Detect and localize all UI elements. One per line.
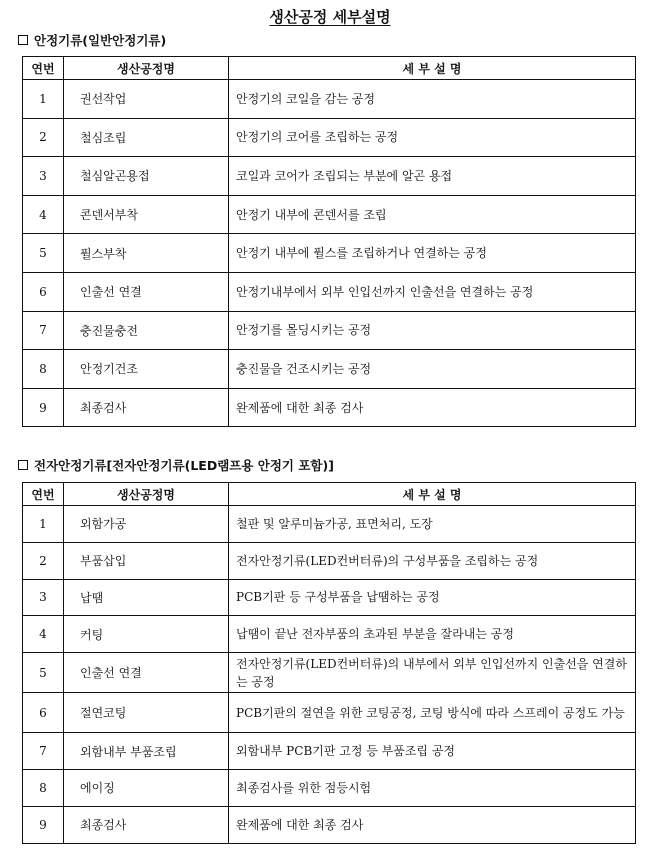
column-header-desc: 세 부 설 명 xyxy=(229,57,636,80)
table-row xyxy=(23,769,636,806)
row-desc: 코일과 코어가 조립되는 부분에 알곤 용접 xyxy=(229,157,636,196)
section-heading-2 xyxy=(18,456,334,474)
row-desc: 외함내부 PCB기판 고정 등 부품조립 공정 xyxy=(229,733,636,770)
row-name: 안정기건조 xyxy=(64,350,229,389)
row-no: 8 xyxy=(23,350,64,389)
row-desc: 안정기의 코어를 조립하는 공정 xyxy=(229,118,636,157)
table-header-row xyxy=(23,483,636,506)
row-no: 7 xyxy=(23,733,64,770)
process-table-1 xyxy=(22,56,636,427)
column-header-no: 연번 xyxy=(23,483,64,506)
row-desc: 철판 및 알루미늄가공, 표면처리, 도장 xyxy=(229,506,636,543)
row-desc: 안정기의 코일을 감는 공정 xyxy=(229,80,636,119)
table-row xyxy=(23,579,636,616)
row-name: 절연코팅 xyxy=(64,693,229,733)
row-name: 퓔스부착 xyxy=(64,234,229,273)
row-name: 최종검사 xyxy=(64,806,229,843)
section-heading-2-text: 전자안정기류[전자안정기류(LED램프용 안정기 포함)] xyxy=(34,458,334,473)
column-header-desc: 세 부 설 명 xyxy=(229,483,636,506)
row-no: 8 xyxy=(23,769,64,806)
row-desc: 최종검사를 위한 점등시험 xyxy=(229,769,636,806)
row-desc: 안정기내부에서 외부 인입선까지 인출선을 연결하는 공정 xyxy=(229,272,636,311)
row-desc: 완제품에 대한 최종 검사 xyxy=(229,806,636,843)
row-name: 권선작업 xyxy=(64,80,229,119)
row-name: 부품삽입 xyxy=(64,542,229,579)
row-name: 인출선 연결 xyxy=(64,272,229,311)
checkbox-square-icon xyxy=(18,35,28,45)
page-title: 생산공정 세부설명 xyxy=(269,8,391,26)
column-header-name: 생산공정명 xyxy=(64,57,229,80)
row-no: 6 xyxy=(23,272,64,311)
row-desc: 안정기 내부에 퓔스를 조립하거나 연결하는 공정 xyxy=(229,234,636,273)
row-desc: PCB기판 등 구성부품을 납땜하는 공정 xyxy=(229,579,636,616)
table-row xyxy=(23,234,636,273)
section-heading-1 xyxy=(18,31,166,49)
row-desc: 충진물을 건조시키는 공정 xyxy=(229,350,636,389)
row-desc: 안정기를 몰딩시키는 공정 xyxy=(229,311,636,350)
section-heading-1-text: 안정기류(일반안정기류) xyxy=(34,33,167,48)
table-row xyxy=(23,542,636,579)
table-row xyxy=(23,350,636,389)
table-row xyxy=(23,272,636,311)
row-no: 5 xyxy=(23,234,64,273)
row-name: 납땜 xyxy=(64,579,229,616)
row-name: 인출선 연결 xyxy=(64,653,229,693)
row-name: 콘덴서부착 xyxy=(64,195,229,234)
row-no: 9 xyxy=(23,806,64,843)
row-desc: 납땜이 끝난 전자부품의 초과된 부분을 잘라내는 공정 xyxy=(229,616,636,653)
row-desc: 전자안정기류(LED컨버터류)의 구성부품을 조립하는 공정 xyxy=(229,542,636,579)
row-no: 1 xyxy=(23,506,64,543)
row-desc: 완제품에 대한 최종 검사 xyxy=(229,388,636,427)
table-row xyxy=(23,806,636,843)
table-row xyxy=(23,195,636,234)
column-header-no: 연번 xyxy=(23,57,64,80)
row-desc: PCB기판의 절연을 위한 코팅공정, 코팅 방식에 따라 스프레이 공정도 가능 xyxy=(229,693,636,733)
row-name: 철심조립 xyxy=(64,118,229,157)
row-no: 7 xyxy=(23,311,64,350)
table-row xyxy=(23,653,636,693)
row-name: 철심알곤용접 xyxy=(64,157,229,196)
row-no: 2 xyxy=(23,118,64,157)
process-table-2 xyxy=(22,482,636,844)
table-row xyxy=(23,506,636,543)
row-name: 외함가공 xyxy=(64,506,229,543)
row-no: 5 xyxy=(23,653,64,693)
row-name: 최종검사 xyxy=(64,388,229,427)
row-no: 4 xyxy=(23,195,64,234)
checkbox-square-icon xyxy=(18,460,28,470)
row-name: 외함내부 부품조립 xyxy=(64,733,229,770)
row-no: 1 xyxy=(23,80,64,119)
row-no: 6 xyxy=(23,693,64,733)
row-no: 4 xyxy=(23,616,64,653)
row-desc: 전자안정기류(LED컨버터류)의 내부에서 외부 인입선까지 인출선을 연결하는 공정 xyxy=(229,653,636,693)
table-row xyxy=(23,693,636,733)
column-header-name: 생산공정명 xyxy=(64,483,229,506)
table-header-row xyxy=(23,57,636,80)
row-name: 커팅 xyxy=(64,616,229,653)
row-no: 2 xyxy=(23,542,64,579)
row-no: 3 xyxy=(23,579,64,616)
row-no: 3 xyxy=(23,157,64,196)
table-row xyxy=(23,616,636,653)
table-row xyxy=(23,733,636,770)
table-row xyxy=(23,157,636,196)
table-row xyxy=(23,80,636,119)
table-row xyxy=(23,118,636,157)
row-name: 충진물충전 xyxy=(64,311,229,350)
row-name: 에이징 xyxy=(64,769,229,806)
row-desc: 안정기 내부에 콘덴서를 조립 xyxy=(229,195,636,234)
row-no: 9 xyxy=(23,388,64,427)
table-row xyxy=(23,311,636,350)
table-row xyxy=(23,388,636,427)
